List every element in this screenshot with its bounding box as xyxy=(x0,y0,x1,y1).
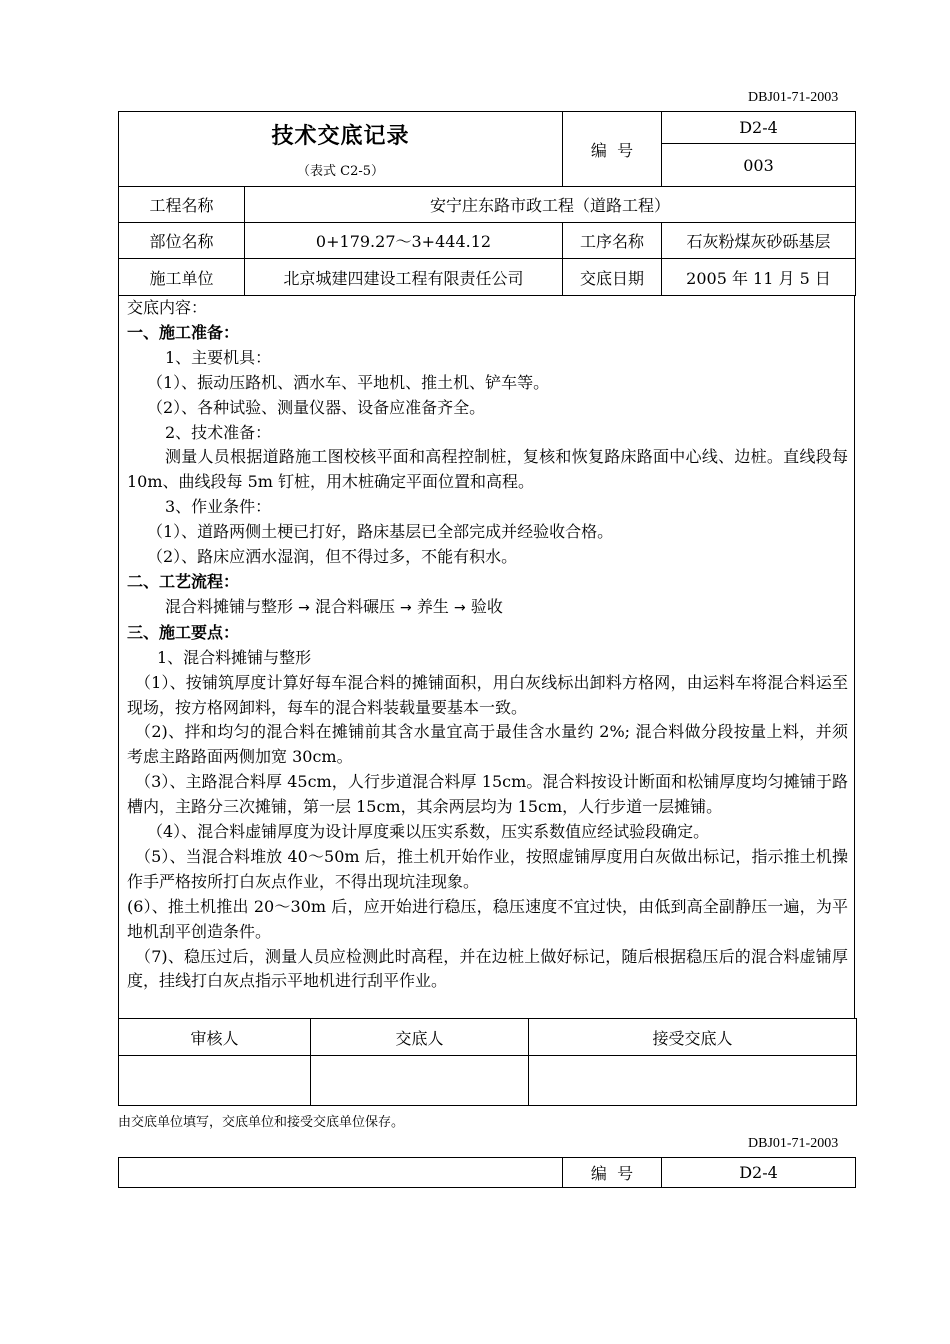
discloser-label: 交底人 xyxy=(311,1019,529,1056)
discloser-signature xyxy=(311,1056,529,1106)
project-value: 安宁庄东路市政工程（道路工程） xyxy=(245,187,856,223)
machinery-heading: 1、主要机具： xyxy=(165,347,272,367)
technical-prep-heading: 2、技术准备： xyxy=(165,422,272,442)
form-title-cell xyxy=(119,112,563,187)
keypoint-4: （4）、混合料虚铺厚度为设计厚度乘以压实系数，压实系数值应经试验段确定。 xyxy=(147,822,710,842)
reviewer-signature xyxy=(119,1056,311,1106)
keypoint-6: (6）、推土机推出 20～30m 后，应开始进行稳压，稳压速度不宜过快，由低到高全副静压一遍，为平地机刮平创造条件。 xyxy=(127,896,848,941)
section-preparation-title: 一、施工准备： xyxy=(127,322,240,342)
keypoint-2: （2)、拌和均匀的混合料在摊铺前其含水量宜高于最佳含水量约 2%; 混合料做分段按量上料，并须考虑主路路面两侧加宽 30cm。 xyxy=(127,722,848,767)
machinery-item-2: （2）、各种试验、测量仪器、设备应准备齐全。 xyxy=(147,397,486,417)
process-flow xyxy=(127,595,848,621)
work-condition-1: （1）、道路两侧土梗已打好，路床基层已全部完成并经验收合格。 xyxy=(147,522,614,542)
arrow-icon: → xyxy=(453,599,466,616)
flow-step-3: 养生 xyxy=(416,596,449,616)
signature-table xyxy=(118,1018,857,1106)
keypoints-subheading: 1、混合料摊铺与整形 xyxy=(157,647,312,667)
flow-step-4: 验收 xyxy=(470,596,503,616)
technical-prep-text: 测量人员根据道路施工图校核平面和高程控制桩，复核和恢复路床路面中心线、边桩。直线段每 10m、曲线段每 5m 钉桩，用木桩确定平面位置和高程。 xyxy=(127,447,848,492)
unit-label: 施工单位 xyxy=(119,259,245,296)
part-label: 部位名称 xyxy=(119,223,245,259)
reviewer-label: 审核人 xyxy=(119,1019,311,1056)
part-value: 0+179.27～3+444.12 xyxy=(245,223,563,259)
receiver-signature xyxy=(529,1056,857,1106)
arrow-icon: → xyxy=(400,599,412,616)
number-code: D2-4 xyxy=(662,112,856,144)
receiver-label: 接受交底人 xyxy=(529,1019,857,1056)
keypoint-7: （7)、稳压过后，测量人员应检测此时高程，并在边桩上做好标记，随后根据稳压后的混合料虚铺厚度，挂线打白灰点指示平地机进行刮平作业。 xyxy=(127,946,848,991)
section-keypoints-title: 三、施工要点： xyxy=(127,622,240,642)
date-label: 交底日期 xyxy=(563,259,662,296)
date-value: 2005 年 11 月 5 日 xyxy=(662,259,856,296)
process-label: 工序名称 xyxy=(563,223,662,259)
machinery-item-1: （1）、振动压路机、洒水车、平地机、推土机、铲车等。 xyxy=(147,372,550,392)
number-label: 编 号 xyxy=(563,112,662,187)
process-value: 石灰粉煤灰砂砾基层 xyxy=(662,223,856,259)
flow-step-1: 混合料摊铺与整形 xyxy=(165,596,294,616)
flow-step-2: 混合料碾压 xyxy=(314,596,395,616)
header-form-table xyxy=(118,111,856,296)
keypoint-3: （3）、主路混合料厚 45cm，人行步道混合料厚 15cm。混合料按设计断面和松铺厚度均匀摊铺于路槽内，主路分三次摊铺，第一层 15cm，其余两层均为 15cm，人行步道一层摊铺。 xyxy=(127,772,848,817)
standard-code: DBJ01-71-2003 xyxy=(748,90,839,105)
work-conditions-heading: 3、作业条件： xyxy=(165,497,272,517)
keypoint-5: （5）、当混合料堆放 40～50m 后，推土机开始作业，按照虚铺厚度用白灰做出标记，指示推土机操作手严格按所打白灰点作业，不得出现坑洼现象。 xyxy=(127,846,848,891)
section-process-title: 二、工艺流程： xyxy=(127,571,240,591)
keypoint-1: （1）、按铺筑厚度计算好每车混合料的摊铺面积，用白灰线标出卸料方格网，由运料车将混合料运至现场，按方格网卸料，每车的混合料装载量要基本一致。 xyxy=(127,672,848,717)
arrow-icon: → xyxy=(298,599,310,616)
form-subtitle: （表式 C2-5） xyxy=(297,164,385,179)
next-page-standard-code: DBJ01-71-2003 xyxy=(748,1136,839,1151)
content-intro: 交底内容： xyxy=(127,298,208,317)
unit-value: 北京城建四建设工程有限责任公司 xyxy=(245,259,563,296)
project-label: 工程名称 xyxy=(119,187,245,223)
disclosure-content xyxy=(118,296,855,1018)
next-page-header-table xyxy=(118,1157,856,1188)
form-title: 技术交底记录 xyxy=(271,123,410,149)
work-condition-2: （2）、路床应洒水湿润，但不得过多，不能有积水。 xyxy=(147,547,518,567)
next-page-number-code: D2-4 xyxy=(662,1158,856,1188)
number-value: 003 xyxy=(662,144,856,187)
next-page-number-label: 编 号 xyxy=(563,1158,662,1188)
footnote: 由交底单位填写，交底单位和接受交底单位保存。 xyxy=(118,1115,405,1130)
next-page-blank-cell xyxy=(119,1158,563,1188)
